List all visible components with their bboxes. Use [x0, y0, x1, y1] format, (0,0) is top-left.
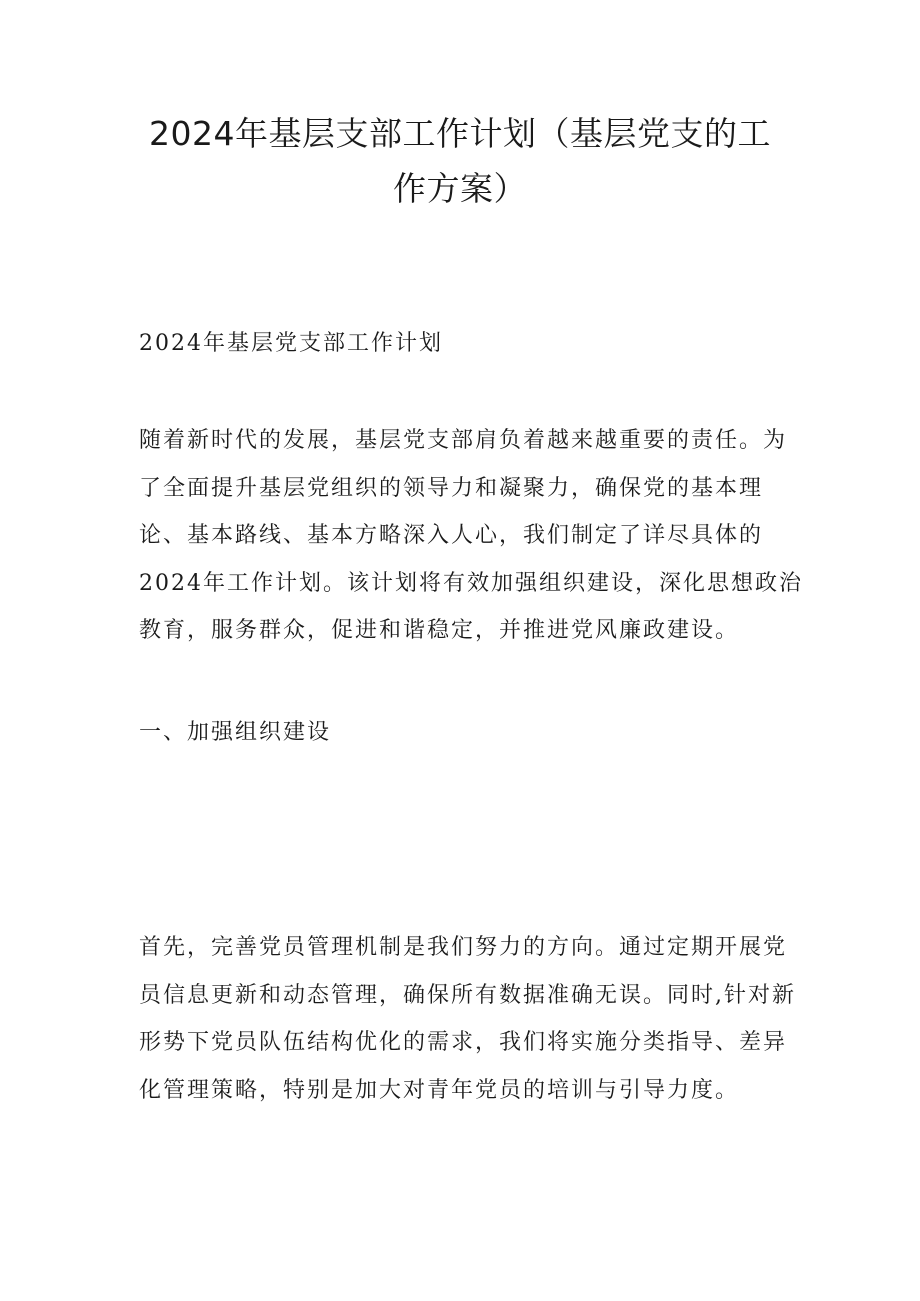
- section-1-line-2: 员信息更新和动态管理，确保所有数据准确无误。同时,针对新: [139, 982, 796, 1008]
- document-title: [0, 106, 920, 216]
- intro-line-4: 2024年工作计划。该计划将有效加强组织建设，深化思想政治: [139, 570, 803, 596]
- document-subtitle: 2024年基层党支部工作计划: [139, 331, 443, 356]
- section-1-line-3: 形势下党员队伍结构优化的需求，我们将实施分类指导、差异: [139, 1030, 788, 1056]
- section-1-paragraph: [139, 924, 796, 1114]
- intro-line-1: 随着新时代的发展，基层党支部肩负着越来越重要的责任。为: [139, 428, 788, 453]
- intro-line-5: 教育，服务群众，促进和谐稳定，并推进党风廉政建设。: [139, 618, 740, 644]
- section-1-line-4: 化管理策略，特别是加大对青年党员的培训与引导力度。: [139, 1077, 740, 1103]
- section-1-heading: 一、加强组织建设: [139, 720, 332, 745]
- intro-line-2: 了全面提升基层党组织的领导力和凝聚力，确保党的基本理: [139, 475, 764, 501]
- section-1-line-1: 首先，完善党员管理机制是我们努力的方向。通过定期开展党: [139, 935, 788, 960]
- title-line-2: 作方案）: [393, 169, 527, 208]
- title-line-1: 2024年基层支部工作计划（基层党支的工: [149, 114, 771, 153]
- intro-line-3: 论、基本路线、基本方略深入人心，我们制定了详尽具体的: [139, 523, 764, 549]
- intro-paragraph: [139, 417, 803, 655]
